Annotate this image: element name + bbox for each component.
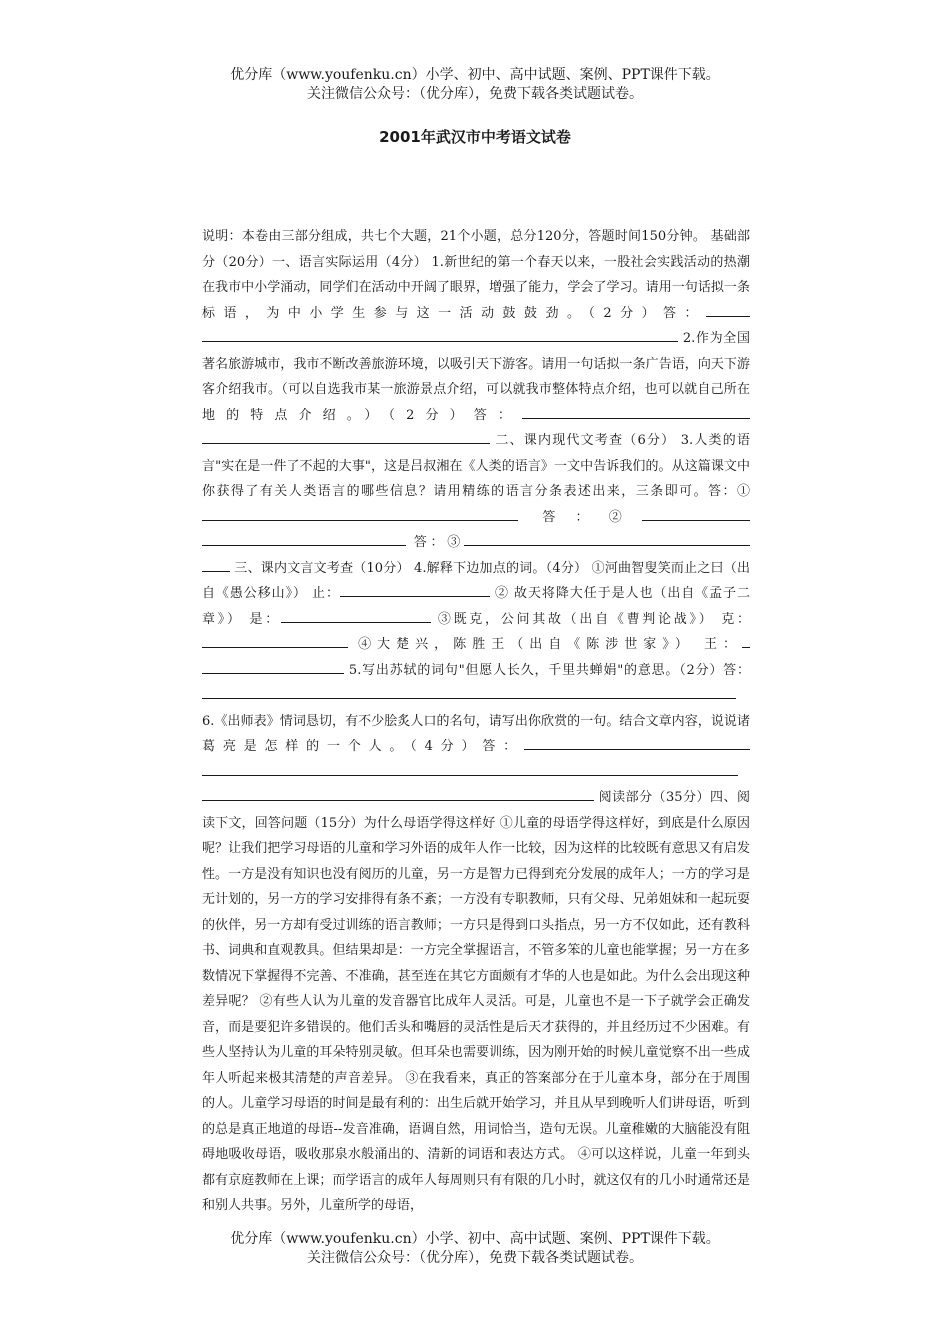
footer-line-1: 优分库（www.youfenku.cn）小学、初中、高中试题、案例、PPT课件下载。 — [230, 1231, 720, 1247]
text-segment-12: 阅读部分（35分）四、阅读下文，回答问题（15分）为什么母语学得这样好 ①儿童的母语学得这样好，到底是什么原因呢？让我们把学习母语的儿童和学习外语的成年人作一比较，因为这样的比较既有意思又有启发性。一方是没有知识也没有阅历的儿童，另一方是智力已得到充分发展的成年人；一方的学习是无计划的，另一方的学习安排得有条不紊；一方没有专职教师，只有父母、兄弟姐妹和一起玩耍的伙伴，另一方却有受过训练的语言教师；一方只是得到口头指点，另一方不仅如此，还有教科书、词典和直观教具。但结果却是：一方完全掌握语言，不管多笨的儿童也能掌握；另一方在多数情况下掌握得不完善、不准确，甚至连在其它方面颇有才华的人也是如此。为什么会出现这种差异呢？ ②有些人认为儿童的发音器官比成年人灵活。可是，儿童也不是一下子就学会正确发音，而是要犯许多错误的。他们舌头和嘴唇的灵活性是后天才获得的，并且经历过不少困难。有些人坚持认为儿童的耳朵特别灵敏。但耳朵也需要训练，因为刚开始的时候儿童觉察不出一些成年人听起来极其清楚的声音差异。 ③在我看来，真正的答案部分在于儿童本身，部分在于周围的人。儿童学习母语的时间是最有利的：出生后就开始学习，并且从早到晚听人们讲母语，听到的总是真正地道的母语--发音准确，语调自然，用词恰当，造句无误。儿童稚嫩的大脑能没有阻碍地吸收母语，吸收那泉水般涌出的、清新的词语和表达方式。 ④可以这样说，儿童一年到头都有京庭教师在上课；而学语言的成年人每周则只有有限的几小时，就这仅有的几小时通常还是和别人共事。另外，儿童所学的母语， — [202, 790, 750, 1213]
text-segment-7: ② 故天将降大任于是人也（出自《孟子二章》） 是： — [202, 586, 750, 627]
answer-blank-3b2[interactable] — [202, 530, 406, 546]
text-segment-3: 二、课内现代文考查（6分） 3.人类的语言"实在是一件了不起的大事"，这是吕叔湘在《人类的语言》一文中告诉我们的。从这篇课文中你获得了有关人类语言的哪些信息？请用精练的语言分条表述出来，三条即可。答：① — [202, 433, 750, 499]
answer-blank-3b[interactable] — [642, 505, 750, 521]
header-line-2: 关注微信公众号：（优分库），免费下载各类试题试卷。 — [307, 86, 643, 102]
answer-blank-1b[interactable] — [202, 326, 678, 342]
page-footer — [0, 1230, 950, 1268]
answer-blank-3c[interactable] — [464, 530, 750, 546]
text-segment-10: 5.写出苏轼的词句"但愿人长久，千里共蝉娟"的意思。（2分）答： — [344, 662, 750, 678]
answer-blank-4d2[interactable] — [202, 658, 344, 674]
text-segment-4: 答：② — [518, 509, 642, 525]
answer-blank-4c[interactable] — [202, 632, 348, 648]
text-segment-11: 6.《出师表》情词恳切，有不少脍炙人口的名句，请写出你欣赏的一句。结合文章内容，说说诸葛亮是怎样的一个人。（4分）答： — [202, 713, 750, 754]
text-segment-2: 2.作为全国著名旅游城市，我市不断改善旅游环境，以吸引天下游客。请用一句话拟一条广告语，向天下游客介绍我市。（可以自选我市某一旅游景点介绍，可以就我市整体特点介绍，也可以就自己所在地的特点介绍。）（2分）答： — [202, 331, 750, 423]
footer-line-2: 关注微信公众号：（优分库），免费下载各类试题试卷。 — [307, 1250, 643, 1266]
answer-blank-3a[interactable] — [202, 505, 518, 521]
exam-paragraph — [202, 224, 750, 1219]
answer-blank-3c2[interactable] — [202, 556, 230, 572]
answer-blank-2[interactable] — [522, 403, 750, 419]
answer-blank-4d[interactable] — [742, 632, 750, 648]
answer-blank-6c[interactable] — [524, 760, 738, 776]
answer-blank-5[interactable] — [202, 683, 714, 699]
answer-blank-2b[interactable] — [202, 428, 490, 444]
exam-body — [202, 224, 750, 1219]
answer-blank-6d[interactable] — [202, 785, 594, 801]
text-segment-5: 答：③ — [406, 535, 464, 550]
answer-blank-1[interactable] — [706, 301, 750, 317]
text-segment-9: ④大楚兴，陈胜王（出自《陈涉世家》） 王： — [348, 637, 742, 652]
answer-blank-5b[interactable] — [714, 683, 736, 699]
header-line-1: 优分库（www.youfenku.cn）小学、初中、高中试题、案例、PPT课件下载。 — [230, 67, 720, 83]
page-header — [0, 66, 950, 104]
text-segment-1: 说明：本卷由三部分组成，共七个大题，21个小题，总分120分，答题时间150分钟。 基础部分（20分）一、语言实际运用（4分） 1.新世纪的第一个春天以来，一股社会实践活动的热潮在我市中小学涌动，同学们在活动中开阔了眼界，增强了能力，学会了学习。请用一句话拟一条标语，为中小学生参与这一活动鼓鼓劲。（2分）答： — [202, 229, 750, 321]
answer-blank-6[interactable] — [524, 734, 750, 750]
text-segment-6: 三、课内文言文考查（10分） 4.解释下边加点的词。（4分） ①河曲智叟笑而止之曰（出自《愚公移山》） 止： — [202, 560, 750, 601]
answer-blank-4b[interactable] — [281, 607, 431, 623]
page-title: 2001年武汉市中考语文试卷 — [379, 128, 571, 146]
answer-blank-4a[interactable] — [340, 581, 490, 597]
text-segment-8: ③既克，公问其故（出自《曹判论战》） 克： — [431, 611, 751, 627]
answer-blank-6b[interactable] — [202, 760, 524, 776]
